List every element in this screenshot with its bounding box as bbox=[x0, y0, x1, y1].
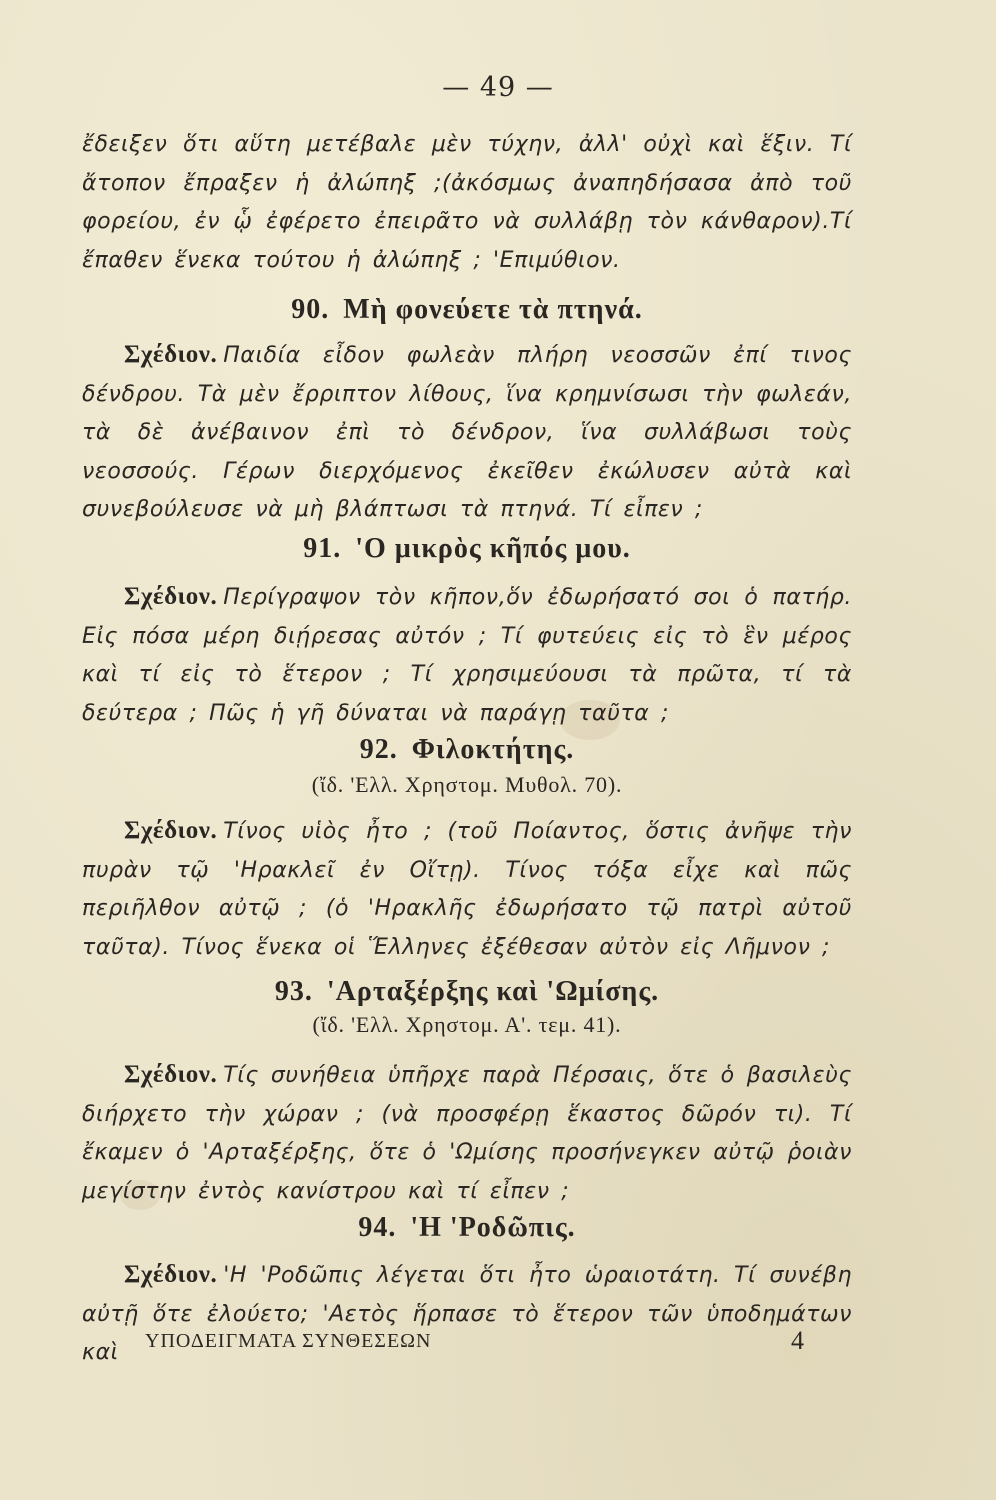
section-90-heading bbox=[82, 294, 852, 326]
section-title: 'Ο μικρὸς κῆπός μου. bbox=[355, 533, 631, 564]
section-title: Φιλοκτήτης. bbox=[411, 734, 575, 765]
section-92-heading bbox=[82, 734, 852, 766]
intro-block bbox=[82, 126, 852, 280]
section-title: 'Η 'Ροδῶπις. bbox=[410, 1212, 576, 1243]
section-number: 94. bbox=[358, 1212, 397, 1243]
sketch-label: Σχέδιον. bbox=[124, 341, 218, 368]
section-92-source: (ἴδ. 'Ελλ. Χρηστομ. Μυθολ. 70). bbox=[311, 772, 623, 797]
section-text: Παιδία εἶδον φωλεὰν πλήρη νεοσσῶν ἐπί τινος δένδρου. Τὰ μὲν ἔρριπτον λίθους, ἵνα κρημνίσωσι τὴν φωλεάν, τὰ δὲ ἀνέβαινον ἐπὶ τὸ δένδρον, ἵνα συλλάβωσι τοὺς νεοσσούς. Γέρων διερχόμενος ἐκεῖθεν ἐκώλυσεν αὐτὰ καὶ συνεβούλευσε νὰ μὴ βλάπτωσι τὰ πτηνά. Τί εἶπεν ; bbox=[82, 343, 852, 522]
section-93-body bbox=[82, 1056, 852, 1211]
section-text: Τίνος υἱὸς ἦτο ; (τοῦ Ποίαντος, ὅστις ἀνῆψε τὴν πυρὰν τῷ 'Ηρακλεῖ ἐν Οἴτῃ). Τίνος τόξα εἶχε καὶ πῶς περιῆλθον αὐτῷ ; (ὁ 'Ηρακλῆς ἐδωρήσατο τῷ πατρὶ αὐτοῦ ταῦτα). Τίνος ἕνεκα οἱ Ἕλληνες ἐξέθεσαν αὐτὸν εἰς Λῆμνον ; bbox=[82, 819, 852, 960]
section-90-body bbox=[82, 336, 852, 530]
section-paragraph bbox=[82, 336, 852, 530]
section-text: Περίγραψον τὸν κῆπον,ὅν ἐδωρήσατό σοι ὁ πατήρ. Εἰς πόσα μέρη διῄρεσας αὐτόν ; Τί φυτεύεις εἰς τὸ ἓν μέρος καὶ τί εἰς τὸ ἕτερον ; Τί χρησιμεύουσι τὰ πρῶτα, τί τὰ δεύτερα ; Πῶς ἡ γῆ δύναται νὰ παράγῃ ταῦτα ; bbox=[82, 585, 852, 726]
section-94-heading bbox=[82, 1212, 852, 1244]
section-number: 93. bbox=[274, 976, 313, 1007]
section-92-body bbox=[82, 812, 852, 967]
section-text: 'Η 'Ροδῶπις λέγεται ὅτι ἦτο ὡραιοτάτη. Τί συνέβη αὐτῇ ὅτε ἐλούετο; 'Αετὸς ἥρπασε τὸ ἕτερον τῶν ὑποδημάτων καὶ bbox=[82, 1263, 852, 1365]
section-91-heading bbox=[82, 533, 852, 565]
page-footer bbox=[145, 1326, 805, 1355]
section-93-heading bbox=[82, 976, 852, 1008]
sketch-label: Σχέδιον. bbox=[124, 817, 218, 844]
footer-book-title: ΥΠΟΔΕΙΓΜΑΤΑ ΣΥΝΘΕΣΕΩΝ bbox=[145, 1330, 432, 1352]
section-paragraph bbox=[82, 812, 852, 967]
section-paragraph bbox=[82, 578, 852, 733]
footer-signature-mark: 4 bbox=[791, 1326, 805, 1355]
section-title: Μὴ φονεύετε τὰ πτηνά. bbox=[343, 294, 643, 325]
sketch-label: Σχέδιον. bbox=[124, 583, 218, 610]
sketch-label: Σχέδιον. bbox=[124, 1061, 218, 1088]
section-title: 'Αρταξέρξης καὶ 'Ωμίσης. bbox=[326, 976, 660, 1007]
section-number: 91. bbox=[303, 533, 342, 564]
sketch-label: Σχέδιον. bbox=[124, 1261, 218, 1288]
section-94-body bbox=[82, 1256, 852, 1373]
page-number: — 49 — bbox=[442, 72, 554, 103]
section-paragraph bbox=[82, 1056, 852, 1211]
section-91-body bbox=[82, 578, 852, 733]
section-number: 90. bbox=[291, 294, 330, 325]
section-93-source: (ἴδ. 'Ελλ. Χρηστομ. Α'. τεμ. 41). bbox=[312, 1012, 622, 1037]
section-paragraph bbox=[82, 1256, 852, 1373]
intro-paragraph: ἔδειξεν ὅτι αὕτη μετέβαλε μὲν τύχην, ἀλλ' οὐχὶ καὶ ἕξιν. Τί ἄτοπον ἔπραξεν ἡ ἀλώπηξ ;(ἀκόσμως ἀναπηδήσασα ἀπὸ τοῦ φορείου, ἐν ᾧ ἐφέρετο ἐπειρᾶτο νὰ συλλάβῃ τὸν κάνθαρον).Τί ἔπαθεν ἕνεκα τούτου ἡ ἀλώπηξ ; 'Επιμύθιον. bbox=[82, 132, 852, 273]
section-text: Τίς συνήθεια ὑπῆρχε παρὰ Πέρσαις, ὅτε ὁ βασιλεὺς διήρχετο τὴν χώραν ; (νὰ προσφέρῃ ἕκαστος δῶρόν τι). Τί ἔκαμεν ὁ 'Αρταξέρξης, ὅτε ὁ 'Ωμίσης προσήνεγκεν αὐτῷ ῥοιὰν μεγίστην ἐντὸς κανίστρου καὶ τί εἶπεν ; bbox=[82, 1063, 852, 1204]
section-number: 92. bbox=[359, 734, 398, 765]
